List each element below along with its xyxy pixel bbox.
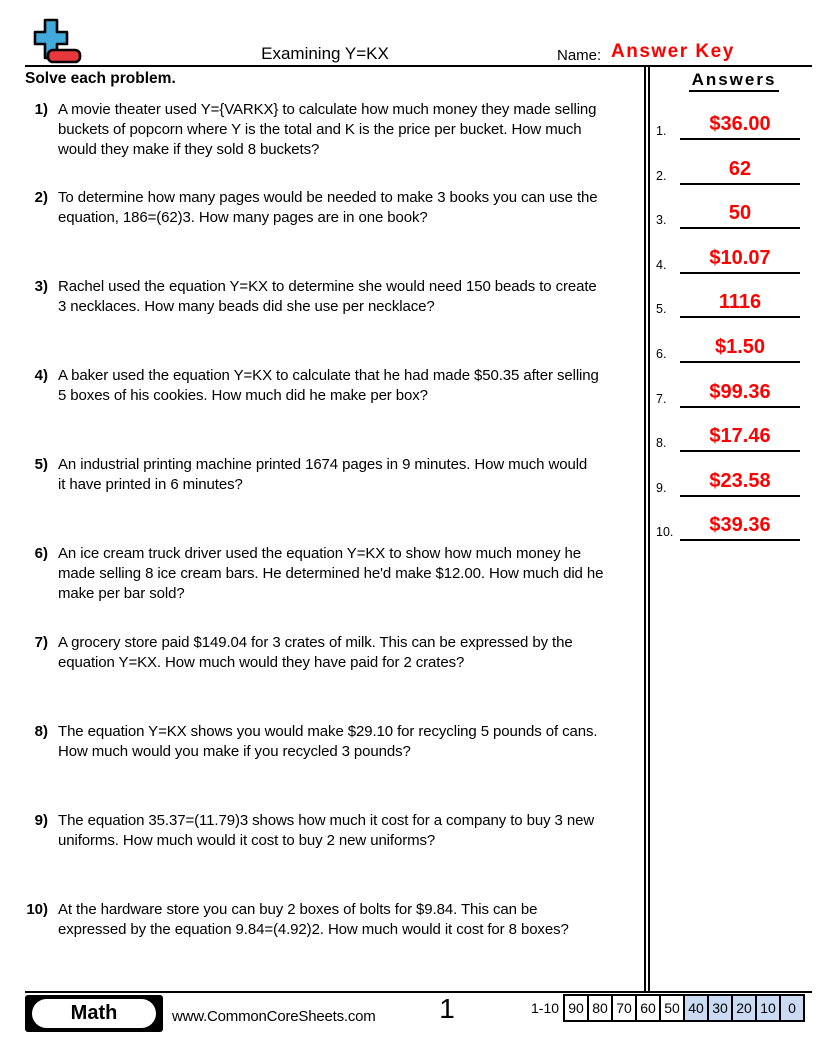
score-cell: 0 [781,996,803,1020]
answer-number: 7. [656,392,667,406]
score-cell: 30 [709,996,733,1020]
problem-text: A movie theater used Y={VARKX} to calculate how much money they made selling buckets of popcorn where Y is the total and K is the price per bucket. How much would they make if they sold 8 buckets? [58,101,597,158]
answer-key-text: Answer Key [611,41,735,62]
answer-value: $1.50 [680,336,800,363]
problem-text: A grocery store paid $149.04 for 3 crates of milk. This can be expressed by the equation Y=KX. How much would they have paid for 2 crates? [58,634,573,671]
answer-value: $23.58 [680,470,800,497]
problem-text: An ice cream truck driver used the equation Y=KX to show how much money he made selling 8 ice cream bars. He determined he'd make $12.00. How much did he make per bar sold? [58,545,604,602]
answer-row [650,374,810,408]
answers-heading: Answers [658,70,810,90]
answer-number: 5. [656,302,667,316]
score-cell: 40 [685,996,709,1020]
problem-number: 3) [34,278,48,295]
answer-row [650,463,810,497]
answer-number: 10. [656,525,674,539]
answer-number: 8. [656,436,667,450]
problem-item [0,100,644,160]
name-label: Name: [557,47,602,64]
score-cell: 50 [661,996,685,1020]
instructions-text: Solve each problem. [25,70,176,87]
problem-item [0,811,644,851]
problem-number: 1) [34,101,48,118]
score-cell: 60 [637,996,661,1020]
problem-text: The equation 35.37=(11.79)3 shows how much it cost for a company to buy 3 new uniforms. How much would it cost to buy 2 new uniforms? [58,812,595,849]
answer-value: 50 [680,202,800,229]
problem-number: 4) [34,367,48,384]
website-url: www.CommonCoreSheets.com [172,1008,376,1025]
score-cell: 10 [757,996,781,1020]
problem-number: 9) [34,812,48,829]
score-cell: 90 [565,996,589,1020]
problem-item [0,722,644,762]
answer-number: 4. [656,258,667,272]
problem-item [0,455,644,495]
math-badge-label: Math [32,999,156,1028]
problem-item [0,900,644,940]
page-number: 1 [439,993,455,1024]
answer-value: 62 [680,158,800,185]
answer-value: 1116 [680,291,800,318]
answer-number: 2. [656,169,667,183]
problem-item [0,188,644,228]
score-table [563,994,805,1022]
problem-item [0,277,644,317]
answer-number: 1. [656,124,667,138]
problem-text: At the hardware store you can buy 2 boxes of bolts for $9.84. This can be expressed by the equation 9.84=(4.92)2. How much would it cost for 8 boxes? [58,901,569,938]
answer-row [650,329,810,363]
answers-divider-line [644,66,646,991]
answer-value: $36.00 [680,113,800,140]
answer-number: 6. [656,347,667,361]
header-rule [25,65,812,67]
score-cell: 20 [733,996,757,1020]
problem-number: 8) [34,723,48,740]
answer-value: $99.36 [680,381,800,408]
answer-value: $39.36 [680,514,800,541]
score-cell: 80 [589,996,613,1020]
problem-number: 6) [34,545,48,562]
problem-item [0,366,644,406]
problem-number: 5) [34,456,48,473]
answer-row [650,507,810,541]
answer-row [650,195,810,229]
problem-text: Rachel used the equation Y=KX to determine she would need 150 beads to create 3 necklaces. How many beads did she use per necklace? [58,278,597,315]
problem-text: An industrial printing machine printed 1674 pages in 9 minutes. How much would it have printed in 6 minutes? [58,456,588,493]
answer-value: $10.07 [680,247,800,274]
math-badge [25,995,163,1032]
problem-item [0,544,644,604]
problem-number: 7) [34,634,48,651]
problem-number: 2) [34,189,48,206]
problem-text: To determine how many pages would be needed to make 3 books you can use the equation, 186=(62)3. How many pages are in one book? [58,189,598,226]
score-cell: 70 [613,996,637,1020]
answer-row [650,284,810,318]
answer-number: 9. [656,481,667,495]
answer-value: $17.46 [680,425,800,452]
problem-text: A baker used the equation Y=KX to calculate that he had made $50.35 after selling 5 boxes of his cookies. How much did he make per box? [58,367,599,404]
answer-row [650,106,810,140]
problem-item [0,633,644,673]
problem-text: The equation Y=KX shows you would make $29.10 for recycling 5 pounds of cans. How much would you make if you recycled 3 pounds? [58,723,598,760]
answer-row [650,240,810,274]
answer-row [650,151,810,185]
score-range-label: 1-10 [531,1000,560,1016]
answer-row [650,418,810,452]
answer-number: 3. [656,213,667,227]
problem-number: 10) [26,901,48,918]
worksheet-title: Examining Y=KX [261,44,389,63]
